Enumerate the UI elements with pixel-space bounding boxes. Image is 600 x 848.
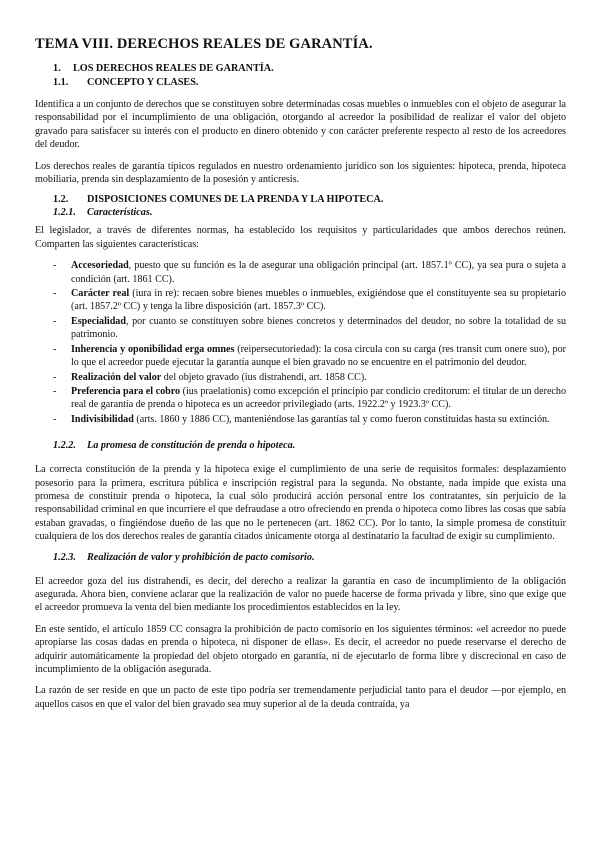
- list-item-text: , puesto que su función es la de asegurar una obligación principal (art. 1857.1º CC), ya sea pura o sujeta a condición (art. 1861 CC).: [71, 260, 566, 285]
- paragraph-characteristics-intro: El legislador, a través de diferentes normas, ha establecido los requisitos y particularidades que ambos derechos reúnen. Comparten las siguientes características:: [35, 225, 566, 250]
- list-item-term: Realización del valor: [71, 371, 162, 383]
- section-label: LOS DERECHOS REALES DE GARANTÍA.: [73, 63, 274, 74]
- paragraph-ius-distrahendi: El acreedor goza del ius distrahendi, es decir, del derecho a realizar la garantía en caso de incumplimiento de la obligación asegurada. Ahora bien, conviene aclarar que la realización de valor no puede hacerse de forma privada y libre, sino que exige que el acreedor promueva la venta del bien mediante los procedimientos establecidos en la ley.: [35, 575, 566, 614]
- paragraph-definition: Identifica a un conjunto de derechos que se constituyen sobre determinadas cosas muebles o inmuebles con el objeto de asegurar la responsabilidad por el incumplimiento de una obligación, otorgando al acreedor la posibilidad de realizar el valor del objeto gravado para satisfacer su interés con el producto en dinero obtenido y con carácter preferente respecto al resto de los acreedores del deudor.: [35, 99, 566, 151]
- section-number: 1.2.3.: [53, 551, 76, 563]
- list-item-term: Especialidad: [71, 315, 126, 327]
- list-item: [35, 413, 566, 426]
- list-item-text: , por cuanto se constituyen sobre bienes concretos y determinados del deudor, no sobre la totalidad de su patrimonio.: [71, 315, 566, 341]
- section-heading-1-2-2: [53, 440, 566, 451]
- section-heading-1-2: [53, 194, 566, 205]
- section-label: CONCEPTO Y CLASES.: [87, 77, 199, 88]
- list-item-term: Carácter real: [71, 288, 130, 300]
- section-number: 1.2.1.: [53, 207, 76, 219]
- list-item: [35, 259, 566, 286]
- page-title: TEMA VIII. DERECHOS REALES DE GARANTÍA.: [35, 36, 373, 52]
- section-label: DISPOSICIONES COMUNES DE LA PRENDA Y LA HIPOTECA.: [87, 194, 384, 206]
- paragraph-rationale: La razón de ser reside en que un pacto de este tipo podría ser tremendamente perjudicial tanto para el deudor —por ejemplo, en aquellos casos en que el valor del bien gravado sea muy superior al de la deuda contraída, ya: [35, 685, 566, 710]
- list-item-text: (reipersecutoriedad): la cosa circula con su carga (res transit cum onere suo), por lo que el acreedor puede ejecutar la garantía aunque el bien gravado no se encuentre en el patrimonio del deudor.: [71, 343, 566, 369]
- list-item: [35, 343, 566, 370]
- paragraph-promise: La correcta constitución de la prenda y la hipoteca exige el cumplimiento de una serie de requisitos formales: desplazamiento posesorio para la primera, escritura pública e inscripción registral para la segunda. No obstante, nada impide que exista una promesa de constituir prenda o hipoteca, la cual sólo producirá acción personal entre los contratantes, sin perjuicio de la responsabilidad criminal en que incurriere el que defraudase a otro ofreciendo en prenda o hipoteca como libres las cosas que sabía estaban gravadas, o fingiéndose dueño de las que no le pertenecen (art. 1862 CC). Por lo tanto, la simple promesa de constituir cualquiera de los dos derechos reales de garantía citados únicamente otorga al destinatario la facultad de exigir su cumplimiento.: [35, 464, 566, 543]
- section-number: 1.1.: [53, 77, 69, 88]
- list-item: [35, 315, 566, 342]
- list-item-text: del objeto gravado (ius distrahendi, art. 1858 CC).: [161, 371, 367, 383]
- section-label: Realización de valor y prohibición de pacto comisorio.: [87, 551, 315, 563]
- section-label: Características.: [87, 207, 153, 219]
- characteristics-list: [35, 259, 566, 426]
- paragraph-types: Los derechos reales de garantía típicos regulados en nuestro ordenamiento jurídico son los siguientes: hipoteca, prenda, hipoteca mobiliaria, prenda sin desplazamiento de la posesión y anticresis.: [35, 160, 566, 186]
- list-item-term: Accesoriedad: [71, 260, 129, 272]
- list-item-text: (ius praelationis) como excepción el principio par condicio creditorum: el titular de un derecho real de garantía de prenda o hipoteca es un acreedor privilegiado (arts. 1922.2º y 1923.3º CC).: [71, 385, 566, 411]
- section-heading-1-1: [53, 77, 566, 88]
- section-heading-1: [53, 63, 566, 74]
- section-heading-1-2-3: [53, 552, 566, 563]
- list-item: [35, 385, 566, 412]
- section-number: 1.2.2.: [53, 440, 76, 452]
- list-item-text: (iura in re): recaen sobre bienes muebles o inmuebles, exigiéndose que el constituyente sea su propietario (art. 1857.2º CC) y tenga la libre disposición (art. 1857.3º CC).: [71, 288, 566, 313]
- list-item: [35, 371, 566, 384]
- section-label: La promesa de constitución de prenda o hipoteca.: [87, 440, 296, 452]
- list-item: [35, 287, 566, 314]
- list-item-term: Preferencia para el cobro: [71, 385, 181, 397]
- section-heading-1-2-1: [53, 207, 566, 218]
- section-number: 1.2.: [53, 194, 69, 206]
- list-item-text: (arts. 1860 y 1886 CC), manteniéndose las garantías tal y como fueron constituidas hasta su extinción.: [133, 413, 550, 425]
- section-number: 1.: [53, 63, 61, 74]
- list-item-term: Inherencia y oponibilidad erga omnes: [71, 343, 235, 355]
- list-item-term: Indivisibilidad: [71, 413, 134, 425]
- paragraph-pacto-comisorio: En este sentido, el artículo 1859 CC consagra la prohibición de pacto comisorio en los siguientes términos: «el acreedor no puede apropiarse las cosas dadas en prenda o hipoteca, ni disponer de ellas». Es decir, el acreedor no puede reservarse el derecho de adquirir automáticamente la propiedad del objeto otorgado en garantía, ni de ejecutarlo de forma libre y discrecional en caso de incumplimiento de la obligación asegurada.: [35, 623, 566, 675]
